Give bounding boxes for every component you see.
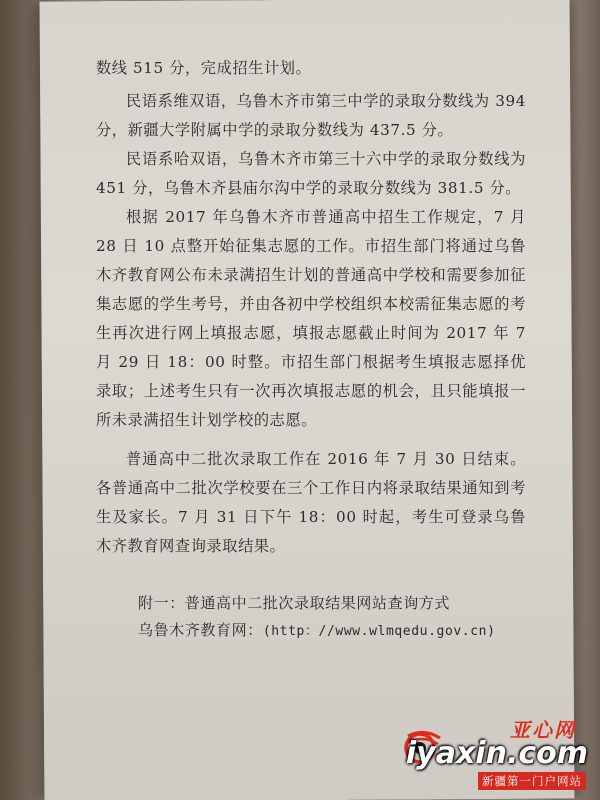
paragraph-4: 普通高中二批次录取工作在 2016 年 7 月 30 日结束。各普通高中二批次学校要在三个工作日内将录取结果通知到考生及家长。7 月 31 日下午 18：00 时起，考生可登录乌鲁木齐教育网查询录取结果。	[96, 450, 526, 555]
watermark-name-en: iyaxin.com	[405, 736, 588, 771]
paragraph-1: 民语系维双语，乌鲁木齐市第三中学的录取分数线为 394 分，新疆大学附属中学的录取分数线为 437.5 分。	[96, 92, 526, 139]
appendix-site-label: 乌鲁木齐教育网：	[138, 621, 263, 639]
continuation-line: 数线 515 分，完成招生计划。	[96, 59, 312, 77]
watermark-name-cn: 亚心网	[510, 718, 576, 742]
paragraph-uyghur-bilingual	[96, 87, 526, 145]
paragraph-supplementary-application	[96, 203, 526, 435]
paragraph-kazakh-bilingual	[96, 145, 526, 203]
appendix-title: 附一：普通高中二批次录取结果网站查询方式	[138, 594, 451, 612]
watermark-logo	[405, 714, 590, 792]
text-line-continuation	[96, 54, 526, 83]
paragraph-2: 民语系哈双语，乌鲁木齐市第三十六中学的录取分数线为 451 分，乌鲁木齐县庙尔沟中学的录取分数线为 381.5 分。	[96, 150, 526, 197]
appendix-url: (http：//www.wlmqedu.gov.cn)	[262, 624, 496, 639]
watermark-tagline: 新疆第一门户网站	[478, 772, 586, 790]
paragraph-3: 根据 2017 年乌鲁木齐市普通高中招生工作规定，7 月 28 日 10 点整开始征集志愿的工作。市招生部门将通过乌鲁木齐教育网公布未录满招生计划的普通高中学校和需要参加征集志愿的学生考号，并由各初中学校组织本校需征集志愿的考生再次进行网上填报志愿，填报志愿截止时间为 2017 年 7 月 29 日 18：00 时整。市招生部门根据考生填报志愿择优录取；上述考生只有一次再次填报志愿的机会，且只能填报一所未录满招生计划学校的志愿。	[96, 208, 526, 429]
appendix-website	[138, 619, 496, 640]
paragraph-second-batch	[96, 445, 526, 561]
